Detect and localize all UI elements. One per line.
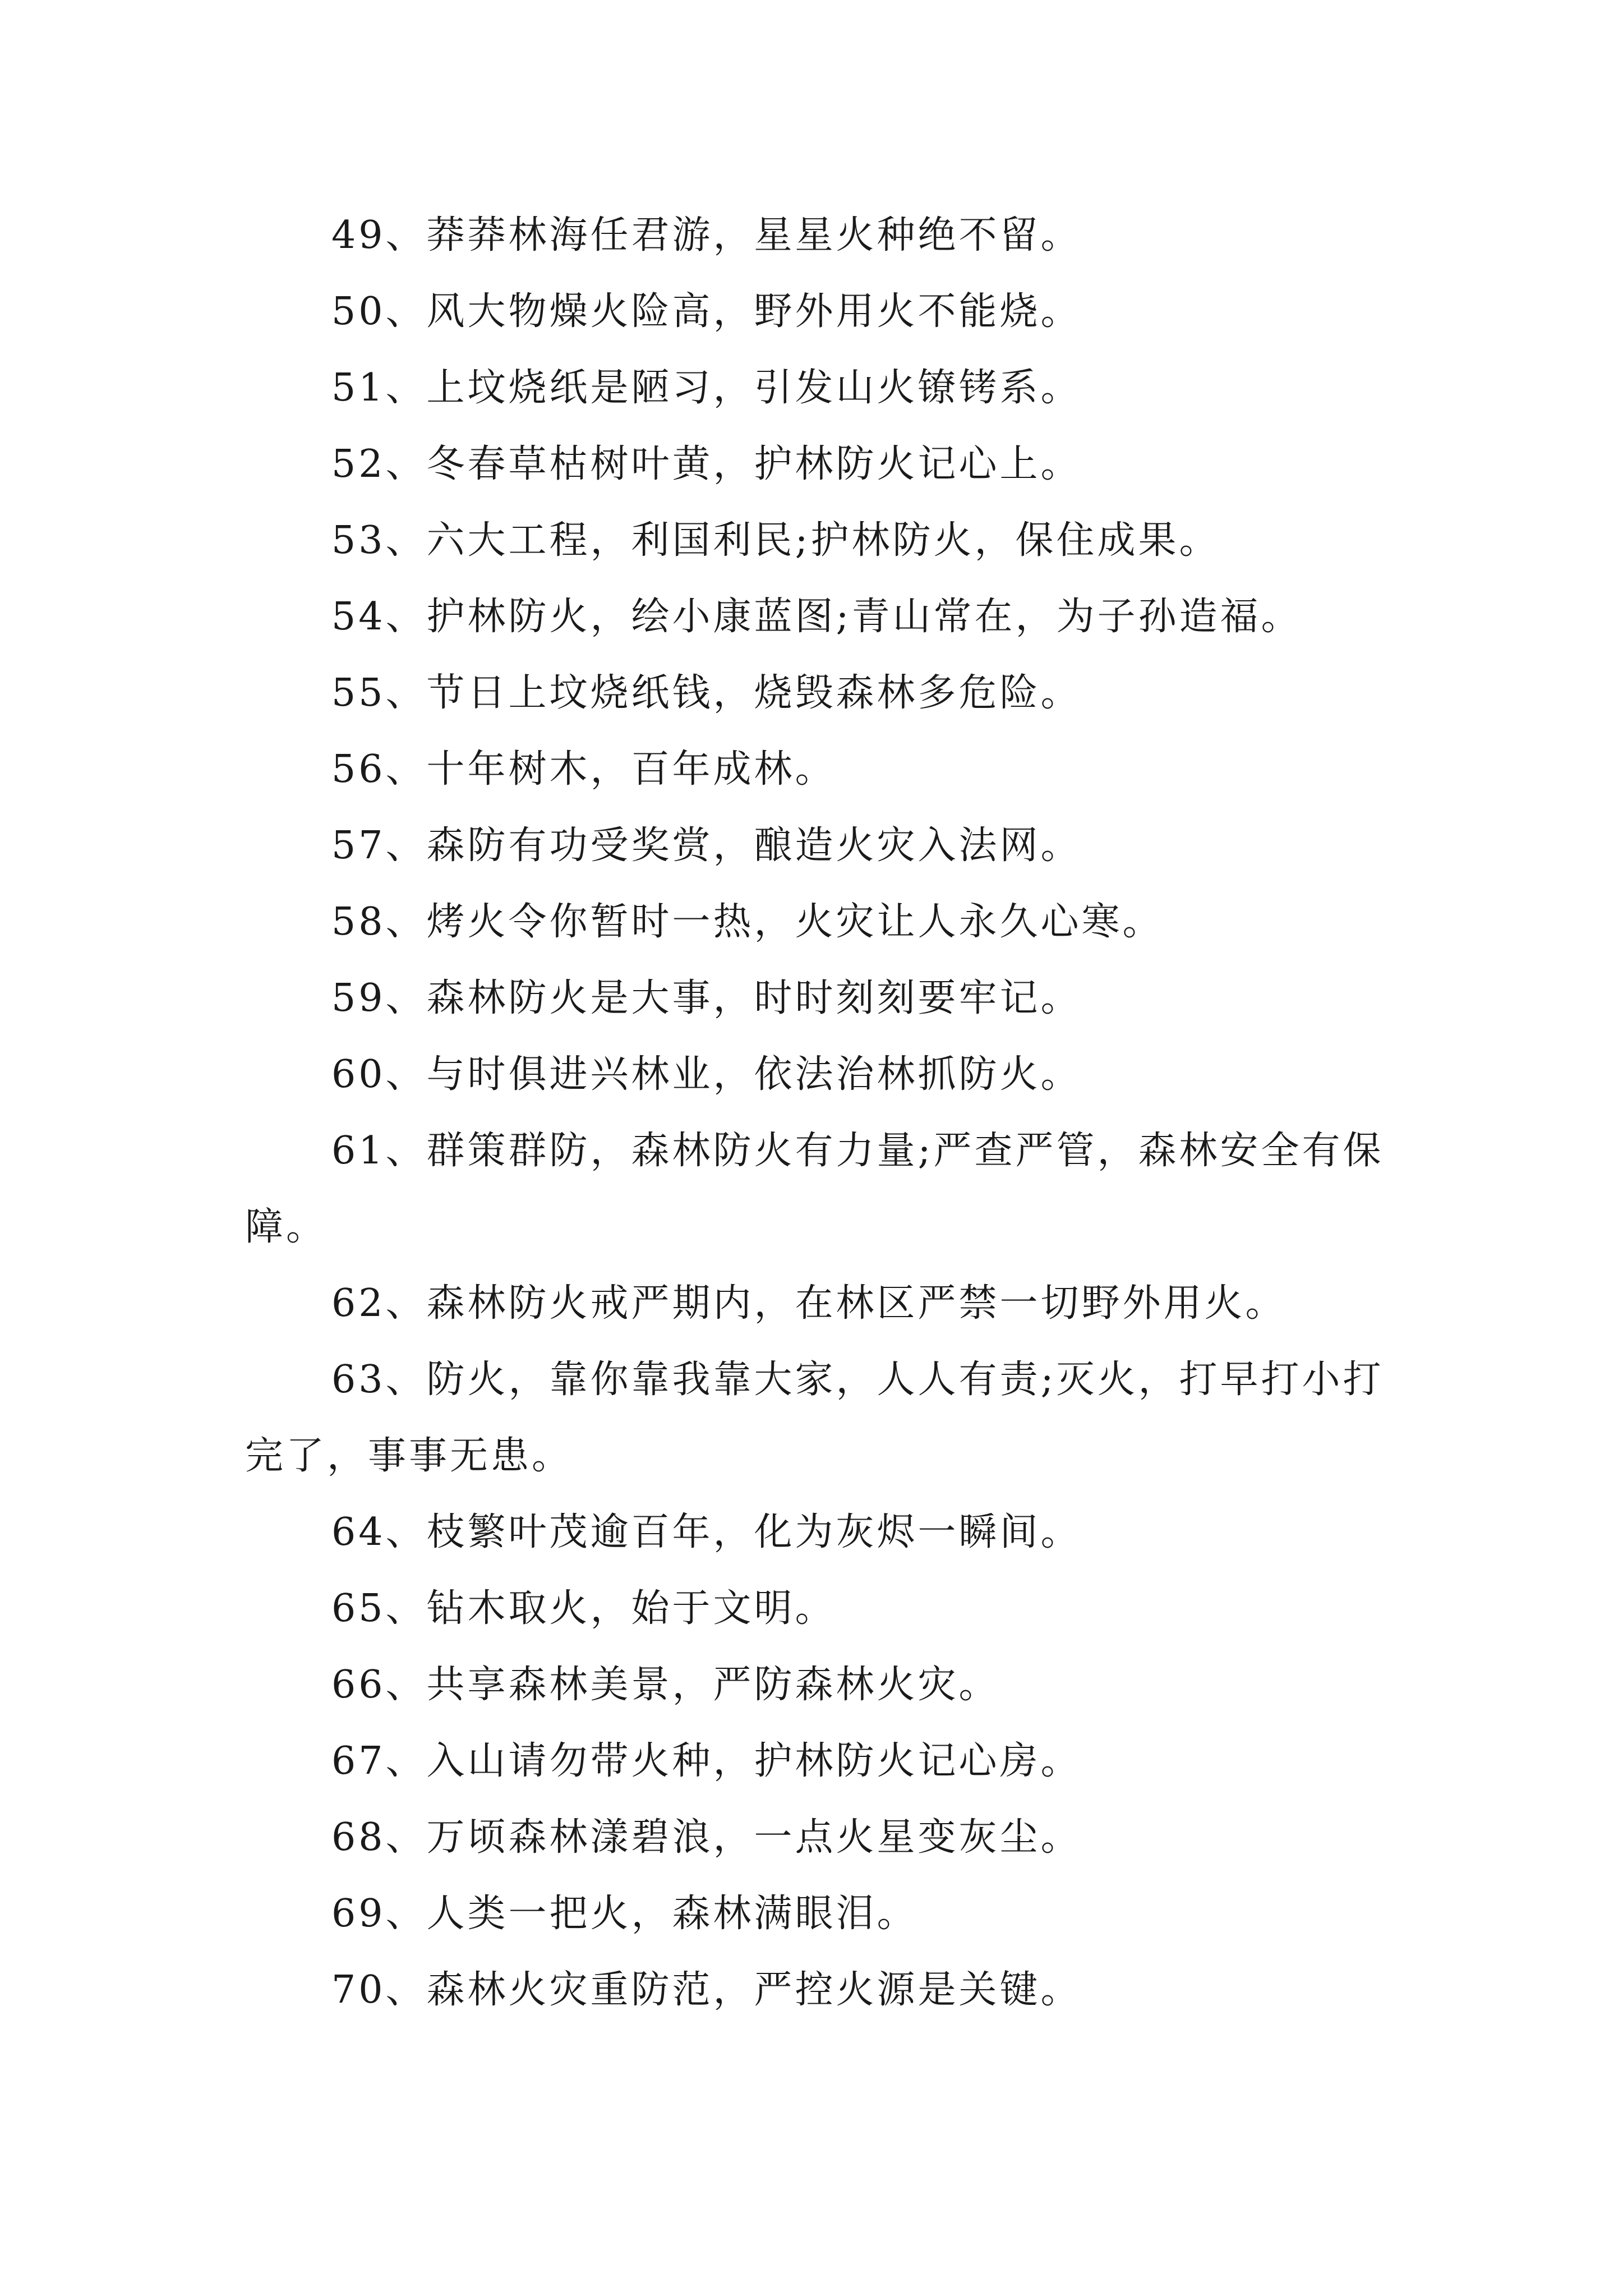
list-item: 54、护林防火，绘小康蓝图;青山常在，为子孙造福。 [331, 595, 1302, 639]
list-item: 67、入山请勿带火种，护林防火记心房。 [331, 1739, 1082, 1783]
list-item: 52、冬春草枯树叶黄，护林防火记心上。 [331, 442, 1082, 486]
list-item: 50、风大物燥火险高，野外用火不能烧。 [331, 289, 1082, 334]
list-item: 63、防火，靠你靠我靠大家，人人有责;灭火，打早打小打完了，事事无患。 [245, 1358, 1384, 1478]
list-item: 70、森林火灾重防范，严控火源是关键。 [331, 1968, 1082, 2012]
list-item: 57、森防有功受奖赏，酿造火灾入法网。 [331, 823, 1082, 868]
list-item: 59、森林防火是大事，时时刻刻要牢记。 [331, 976, 1082, 1020]
slogan-list [245, 197, 1386, 2028]
list-item: 56、十年树木，百年成林。 [331, 747, 836, 792]
list-item: 61、群策群防，森林防火有力量;严查严管，森林安全有保障。 [245, 1129, 1384, 1249]
list-item: 69、人类一把火，森林满眼泪。 [331, 1892, 918, 1936]
list-item: 62、森林防火戒严期内，在林区严禁一切野外用火。 [331, 1281, 1287, 1326]
list-item: 49、莽莽林海任君游，星星火种绝不留。 [331, 213, 1082, 257]
list-item: 65、钻木取火，始于文明。 [331, 1586, 836, 1631]
list-item: 68、万顷森林漾碧浪，一点火星变灰尘。 [331, 1815, 1082, 1860]
list-item: 58、烤火令你暂时一热，火灾让人永久心寒。 [331, 900, 1164, 944]
list-item: 64、枝繁叶茂逾百年，化为灰烬一瞬间。 [331, 1510, 1082, 1554]
list-item: 55、节日上坟烧纸钱，烧毁森林多危险。 [331, 671, 1082, 715]
list-item: 66、共享森林美景，严防森林火灾。 [331, 1663, 1000, 1707]
list-item: 60、与时俱进兴林业，依法治林抓防火。 [331, 1052, 1082, 1097]
list-item: 53、六大工程，利国利民;护林防火，保住成果。 [331, 518, 1220, 563]
list-item: 51、上坟烧纸是陋习，引发山火镣铐系。 [331, 366, 1082, 410]
